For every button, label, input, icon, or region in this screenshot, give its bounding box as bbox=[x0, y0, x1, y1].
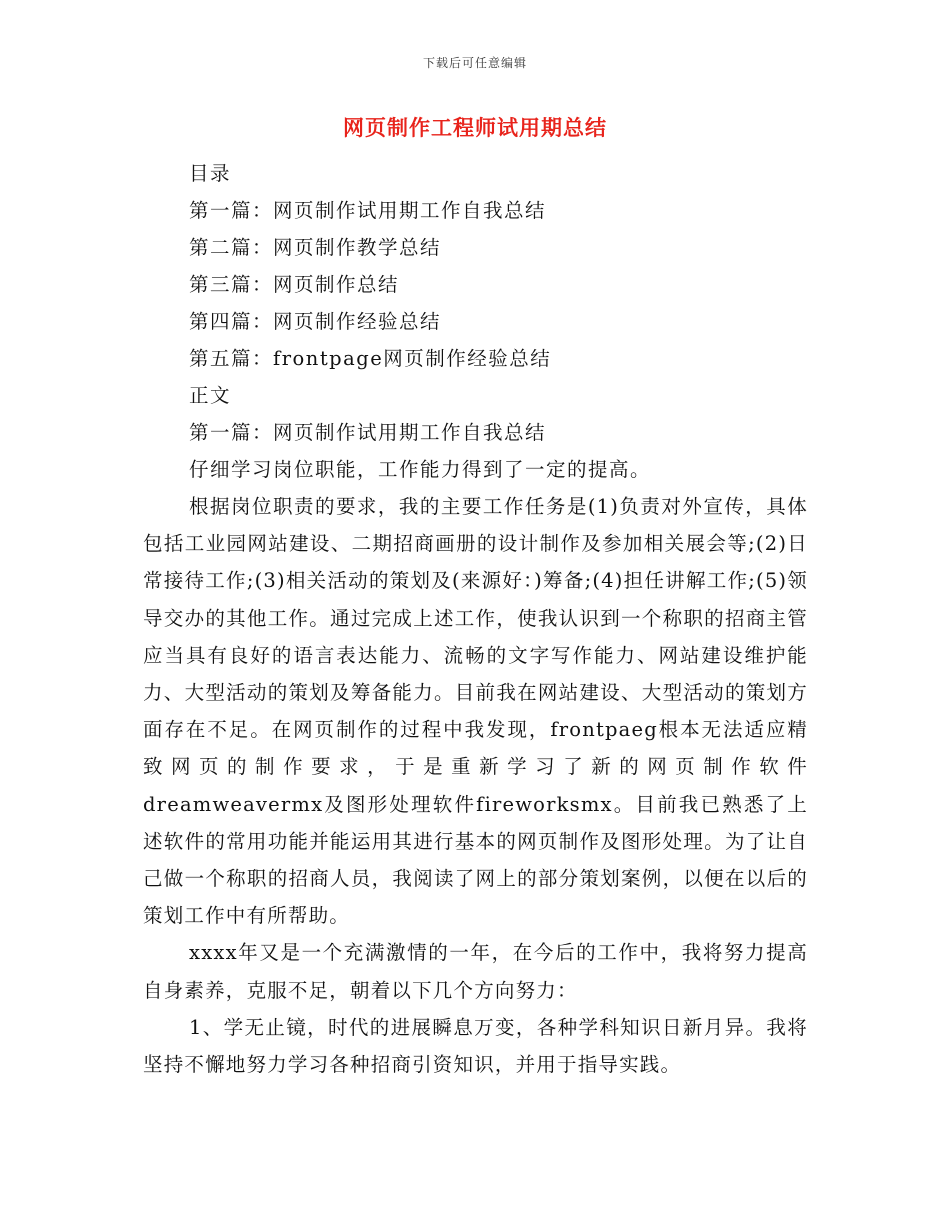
body-heading: 正文 bbox=[189, 384, 232, 407]
header-note: 下载后可任意编辑 bbox=[422, 56, 527, 70]
paragraph-plan: xxxx年又是一个充满激情的一年，在今后的工作中，我将努力提高自身素养，克服不足，朝着以下几个方向努力： bbox=[143, 941, 808, 1002]
section-title: 第一篇：网页制作试用期工作自我总结 bbox=[189, 421, 547, 444]
toc-heading: 目录 bbox=[189, 162, 232, 185]
paragraph-responsibilities: 根据岗位职责的要求，我的主要工作任务是(1)负责对外宣传，具体包括工业园网站建设、二期招商画册的设计制作及参加相关展会等;(2)日常接待工作;(3)相关活动的策划及(来源好：)筹备;(4)担任讲解工作;(5)领导交办的其他工作。通过完成上述工作，使我认识到一个称职的招商主管应当具有良好的语言表达能力、流畅的文字写作能力、网站建设维护能力、大型活动的策划及筹备能力。目前我在网站建设、大型活动的策划方面存在不足。在网页制作的过程中我发现，frontpaeg根本无法适应精致网页的制作要求，于是重新学习了新的网页制作软件dreamweavermx及图形处理软件fireworksmx。目前我已熟悉了上述软件的常用功能并能运用其进行基本的网页制作及图形处理。为了让自己做一个称职的招商人员，我阅读了网上的部分策划案例，以便在以后的策划工作中有所帮助。 bbox=[143, 495, 808, 928]
document-title: 网页制作工程师试用期总结 bbox=[343, 116, 607, 140]
toc-item: 第四篇：网页制作经验总结 bbox=[189, 310, 442, 333]
toc-item: 第一篇：网页制作试用期工作自我总结 bbox=[189, 199, 547, 222]
intro-line: 仔细学习岗位职能，工作能力得到了一定的提高。 bbox=[189, 458, 652, 481]
paragraph-point-1: 1、学无止镜，时代的进展瞬息万变，各种学科知识日新月异。我将坚持不懈地努力学习各种招商引资知识，并用于指导实践。 bbox=[143, 1015, 808, 1077]
toc-item: 第二篇：网页制作教学总结 bbox=[189, 236, 442, 259]
document-content bbox=[143, 155, 808, 1083]
toc-item: 第三篇：网页制作总结 bbox=[189, 273, 400, 296]
toc-item: 第五篇：frontpage网页制作经验总结 bbox=[189, 347, 552, 370]
